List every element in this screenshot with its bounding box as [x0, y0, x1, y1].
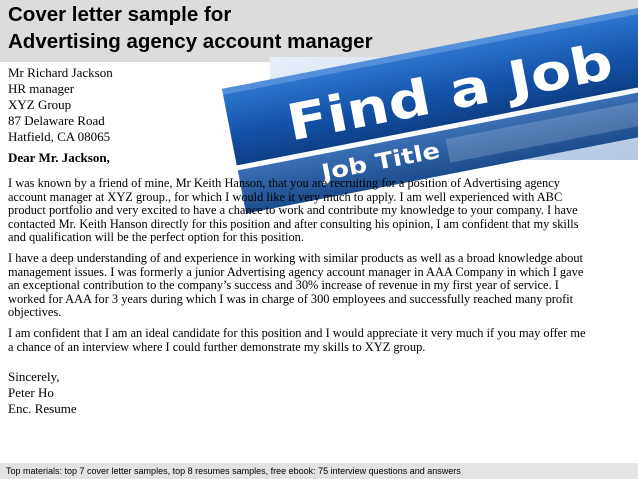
- signature-name: Peter Ho: [8, 385, 54, 400]
- paragraph-line: management issues. I was formerly a junior Advertising agency account manager in AAA Company in which I gave: [8, 264, 584, 279]
- recipient-address: [8, 65, 113, 145]
- paragraph-line: an exceptional contribution to the company’s success and 30% increase of revenue in my first year of service. I: [8, 278, 559, 293]
- paragraph-line: I have a deep understanding of and experience in working with similar products as well as a broad knowledge about: [8, 251, 583, 265]
- salutation: Dear Mr. Jackson,: [8, 150, 110, 165]
- footer-links[interactable]: Top materials: top 7 cover letter samples, top 8 resumes samples, free ebook: 75 interview questions and answers: [6, 466, 461, 476]
- title-line-1: Cover letter sample for: [8, 3, 232, 26]
- paragraph-line: account manager at XYZ group., for which I would like it very much to apply. I am well experienced with ABC: [8, 189, 563, 204]
- find-a-job-photo: [270, 42, 638, 187]
- recipient-name: Mr Richard Jackson: [8, 65, 113, 80]
- recipient-city: Hatfield, CA 08065: [8, 129, 111, 144]
- recipient-position: HR manager: [8, 81, 75, 96]
- recipient-company: XYZ Group: [8, 97, 72, 112]
- find-a-job-illustration: [270, 42, 638, 187]
- paragraph-line: product portfolio and very excited to have a chance to work and contribute my knowledge to your company. I have: [8, 203, 578, 218]
- recipient-street: 87 Delaware Road: [8, 113, 105, 128]
- paragraph-line: worked for AAA for 3 years during which I was in charge of 300 employees and successfully reached many profit: [8, 291, 574, 306]
- paragraph-line: and qualification will be the perfect option for this position.: [8, 230, 304, 245]
- paragraph-2: [8, 252, 634, 320]
- paragraph-line: contacted Mr. Keith Hanson directly for this position and after consulting his opinion, I am confident that my skills: [8, 216, 579, 231]
- title-line-2: Advertising agency account manager: [8, 30, 373, 53]
- paragraph-3: [8, 327, 634, 354]
- paragraph-line: I am confident that I am an ideal candidate for this position and I would appreciate it very much if you may offer me: [8, 326, 586, 340]
- job-title-label: Job Title: [319, 142, 425, 187]
- footer-bar: [0, 463, 638, 479]
- letter-closing: [8, 369, 77, 417]
- enclosure-note: Enc. Resume: [8, 401, 77, 416]
- paragraph-line: objectives.: [8, 305, 62, 320]
- paragraph-line: I was known by a friend of mine, Mr Keith Hanson, that you are recruiting for a position of Advertising agency: [8, 176, 560, 190]
- paragraph-line: a chance of an interview where I could further demonstrate my skills to XYZ group.: [8, 339, 426, 354]
- paragraph-1: [8, 177, 634, 245]
- closing-word: Sincerely,: [8, 369, 60, 384]
- find-a-job-headline: Find a Job: [282, 42, 569, 153]
